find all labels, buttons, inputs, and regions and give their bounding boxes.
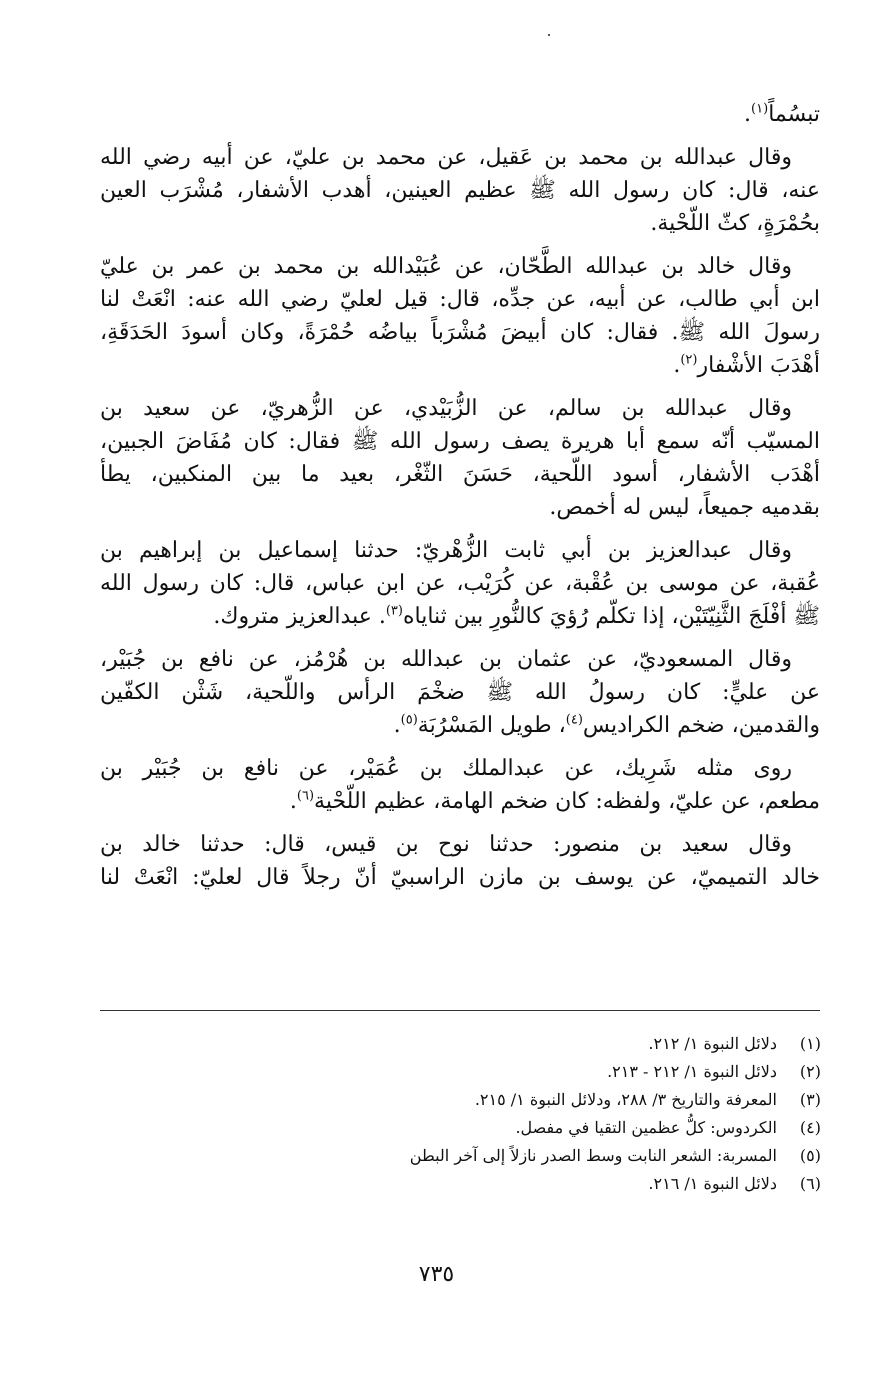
footnote-ref-6: (٦) <box>296 788 315 804</box>
footnote-text: المعرفة والتاريخ ٣/ ٢٨٨، ودلائل النبوة ١/ ٢١٥. <box>474 1090 777 1109</box>
page-number: ٧٣٥ <box>418 1262 455 1287</box>
paragraph-line: بقدميه جميعاً، ليس له أخمص. <box>549 495 820 520</box>
page-body <box>100 98 820 894</box>
footnote-number: (٢) <box>799 1062 821 1081</box>
paragraph-line <box>100 709 820 742</box>
paragraph-line: المسيّب أنّه سمع أبا هريرة يصف رسول الله ﷺ فقال: كان مُفَاضَ الجبين، <box>100 429 820 454</box>
paragraph-line-text: مطعم، عن عليّ، ولفظه: كان ضخم الهامة، عظيم اللّحْية <box>314 789 820 814</box>
top-fragment: تبسُماً$^{(١)}$. <box>744 101 820 127</box>
paragraph-line: وقال سعيد بن منصور: حدثنا نوح بن قيس، قال: حدثنا خالد بن <box>100 832 792 857</box>
footnote-number: (١) <box>799 1034 821 1053</box>
paragraph-line: روى مثله شَرِيك، عن عبدالملك بن عُمَيْر، عن نافع بن جُبَيْر بن <box>100 756 792 781</box>
paragraph-line: عُقبة، عن موسى بن عُقْبة، عن كُرَيْب، عن ابن عباس، قال: كان رسول الله <box>100 571 820 596</box>
paragraph-line: عنه، قال: كان رسول الله ﷺ عظيم العينين، أهدب الأشفار، مُشْرَب العين <box>100 178 820 203</box>
footnote-number: (٥) <box>799 1146 821 1165</box>
paragraph-line-text: . <box>393 713 401 738</box>
footnote-text: دلائل النبوة ١/ ٢١٦. <box>648 1174 777 1193</box>
paragraph-line: رسولَ الله ﷺ. فقال: كان أبيضَ مُشْرَباً بياضُه حُمْرَةً، وكان أسودَ الحَدَقَةِ، <box>100 320 820 345</box>
paragraph-3 <box>100 392 820 524</box>
scan-speck <box>548 34 550 36</box>
paragraph-7 <box>100 828 820 894</box>
paragraph-line-text: . عبدالعزيز متروك. <box>213 604 386 629</box>
paragraph-line-text: ، طويل المَسْرُبَة <box>417 713 566 738</box>
footnote-item <box>261 1086 821 1114</box>
footnote-ref-5: (٥) <box>400 712 418 728</box>
footnote-ref-2: (٢) <box>680 352 698 368</box>
footnote-text: دلائل النبوة ١/ ٢١٢ - ٢١٣. <box>607 1062 777 1081</box>
footnote-number: (٦) <box>799 1174 821 1193</box>
paragraph-4 <box>100 534 820 633</box>
paragraph-line: وقال عبدالله بن محمد بن عَقيل، عن محمد بن عليّ، عن أبيه رضي الله <box>100 145 792 170</box>
footnote-number: (٤) <box>799 1118 821 1137</box>
paragraph-line: وقال خالد بن عبدالله الطَّحّان، عن عُبَيْدالله بن محمد بن عمر بن عليّ <box>100 254 792 279</box>
top-fragment-text: تبسُماً <box>768 102 820 127</box>
footnote-item <box>261 1170 821 1198</box>
footnote-divider <box>100 1010 820 1011</box>
paragraph-line: وقال المسعوديّ، عن عثمان بن عبدالله بن هُرْمُز، عن نافع بن جُبَيْر، <box>100 647 792 672</box>
paragraph-6 <box>100 752 820 818</box>
paragraph-line: أهْدَب الأشفار، أسود اللّحية، حَسَنَ الثّغْر، بعيد ما بين المنكبين، يطأ <box>100 462 820 487</box>
footnote-ref-3: (٣) <box>385 603 403 619</box>
paragraph-line: عن عليٍّ: كان رسولُ الله ﷺ ضخْمَ الرأس واللّحية، شَثْن الكفّين <box>100 680 820 705</box>
paragraph-line: مطعم، عن عليّ، ولفظه: كان ضخم الهامة، عظيم اللّحْية$^{(٦)}$. <box>289 788 820 814</box>
paragraph-line-text: والقدمين، ضخم الكراديس <box>582 713 820 738</box>
paragraph-2 <box>100 250 820 382</box>
paragraph-5 <box>100 643 820 742</box>
paragraph-line: وقال عبدالله بن سالم، عن الزُّبَيْدي، عن الزُّهريّ، عن سعيد بن <box>100 396 792 421</box>
footnote-item <box>261 1030 821 1058</box>
paragraph-1 <box>100 141 820 240</box>
footnote-ref-1: (١) <box>751 101 769 117</box>
paragraph-line-text: أهْدَبَ الأشْفار <box>697 353 820 378</box>
footnote-item <box>261 1142 821 1170</box>
paragraph-line: خالد التميميّ، عن يوسف بن مازن الراسبيّ أنّ رجلاً قال لعليّ: انْعَتْ لنا <box>100 865 820 890</box>
footnote-item <box>261 1114 821 1142</box>
footnote-text: دلائل النبوة ١/ ٢١٢. <box>648 1034 777 1053</box>
paragraph-line: بحُمْرَةٍ، كثّ اللّحْية. <box>650 211 820 236</box>
footnote-number: (٣) <box>799 1090 821 1109</box>
footnote-item <box>261 1058 821 1086</box>
footnotes <box>261 1030 821 1198</box>
paragraph-line: أهْدَبَ الأشْفار$^{(٢)}$. <box>673 352 820 378</box>
paragraph-line: وقال عبدالعزيز بن أبي ثابت الزُّهْريّ: حدثنا إسماعيل بن إبراهيم بن <box>100 538 792 563</box>
footnote-text: الكردوس: كلُّ عظمين التقيا في مفصل. <box>515 1118 777 1137</box>
paragraph-line <box>100 600 820 633</box>
paragraph-line-text: ﷺ أفْلَجَ الثَّنِيّتَيْن، إذا تكلّم رُؤيَ كالنُّورِ بين ثناياه <box>402 604 820 629</box>
footnote-ref-4: (٤) <box>565 712 583 728</box>
paragraph-line: ابن أبي طالب، عن أبيه، عن جدِّه، قال: قيل لعليّ رضي الله عنه: انْعَتْ لنا <box>100 287 820 312</box>
footnote-text: المسربة: الشعر النابت وسط الصدر نازلاً إلى آخر البطن <box>409 1146 777 1165</box>
